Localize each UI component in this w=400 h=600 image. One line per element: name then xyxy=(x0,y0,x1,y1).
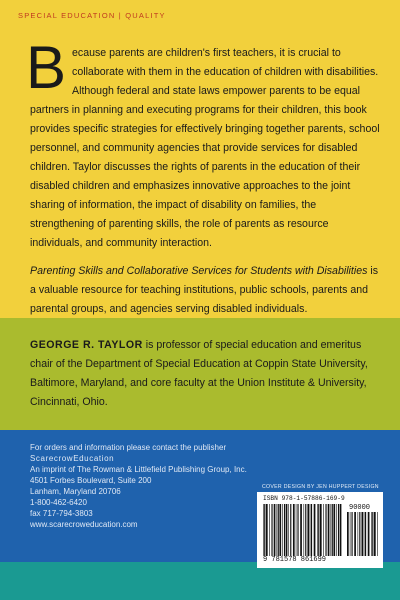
author-name: GEORGE R. TAYLOR xyxy=(30,339,143,351)
author-bio xyxy=(30,336,375,412)
publisher-address-line2: Lanham, Maryland 20706 xyxy=(30,487,121,496)
author-bio-text: is professor of special education and emeritus chair of the Department of Special Education at Coppin State University, Baltimore, Maryland, and core faculty at the Union Institute & University, Cincinnati, Ohio. xyxy=(30,339,368,408)
publisher-fax: fax 717-794-3803 xyxy=(30,509,93,518)
author-panel xyxy=(0,318,400,430)
description-paragraph xyxy=(26,34,380,253)
publisher-address-line1: 4501 Forbes Boulevard, Suite 200 xyxy=(30,476,152,485)
barcode xyxy=(257,492,383,568)
barcode-addon-digits: 90000 xyxy=(349,504,371,512)
drop-cap: B xyxy=(26,34,67,101)
description-text: ecause parents are children's first teachers, it is crucial to collaborate with them in the education of children with disabilities. Although federal and state laws empower parents to be equal partners in planning and executing programs for their children, this book provides specific strategies for effectively bringing together parents, school personnel, and community agencies that provide services for disabled children. Taylor discusses the rights of parents in the education of their disabled children and emphasizes innovative approaches to the joint sharing of information, the impact of disability on families, the strengthening of parenting skills, the role of parents as resource individuals, and community interaction. xyxy=(30,47,380,249)
publisher-phone: 1-800-462-6420 xyxy=(30,498,87,507)
publisher-name: ScarecrowEducation xyxy=(30,454,115,463)
orders-intro: For orders and information please contact the publisher xyxy=(30,443,227,452)
barcode-addon-bars-icon xyxy=(347,512,379,556)
book-title: Parenting Skills and Collaborative Services for Students with Disabilities xyxy=(30,265,368,277)
publisher-info xyxy=(30,442,247,530)
book-summary-text: is a valuable resource for teaching institutions, public schools, parents and parental groups, and agencies serving disabled individuals. xyxy=(30,265,378,315)
isbn-label: ISBN 978-1-57886-169-9 xyxy=(263,495,345,502)
cover-design-credit: COVER DESIGN BY JEN HUPPERT DESIGN xyxy=(262,484,379,490)
publisher-imprint: An imprint of The Rowman & Littlefield Publishing Group, Inc. xyxy=(30,465,247,474)
barcode-bars-icon xyxy=(263,504,343,556)
book-summary-paragraph xyxy=(30,262,380,319)
publisher-website: www.scarecroweducation.com xyxy=(30,520,138,529)
category-label: SPECIAL EDUCATION | QUALITY xyxy=(18,11,166,20)
barcode-digits: 9 781578 861699 xyxy=(263,556,327,564)
